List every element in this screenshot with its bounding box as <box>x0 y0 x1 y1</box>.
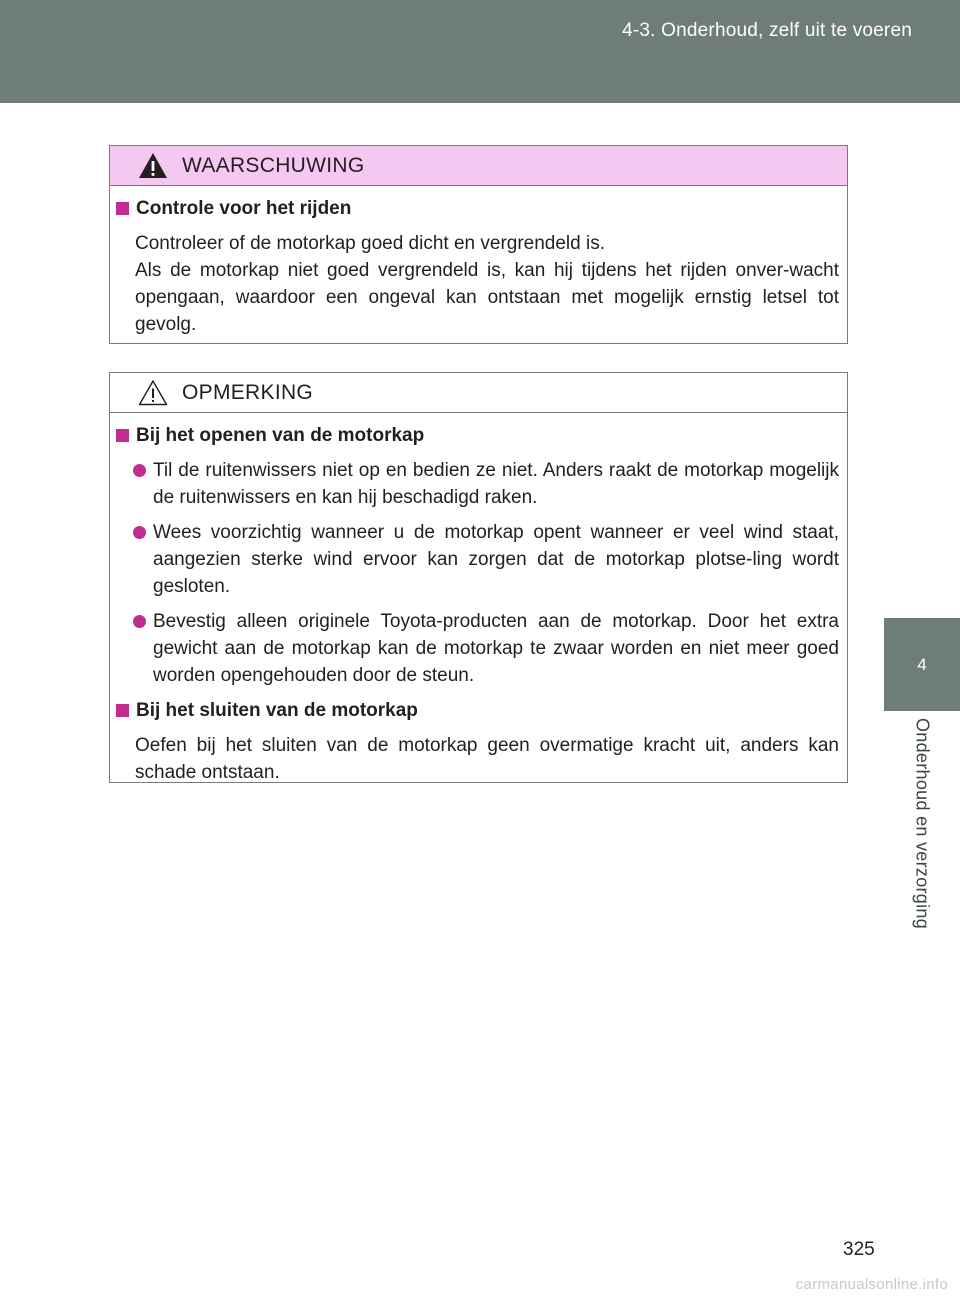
notice-header <box>110 373 847 413</box>
round-bullet-icon <box>133 464 146 477</box>
watermark: carmanualsonline.info <box>795 1276 948 1293</box>
warning-line: Controleer of de motorkap goed dicht en vergrendeld is. <box>135 233 605 254</box>
chapter-tab-label <box>884 718 960 958</box>
warning-header <box>110 146 847 186</box>
warning-title: WAARSCHUWING <box>182 153 365 177</box>
square-bullet-icon <box>116 202 129 215</box>
notice-title: OPMERKING <box>182 380 314 404</box>
notice-bullet <box>153 608 839 689</box>
round-bullet-icon <box>133 615 146 628</box>
warning-body <box>110 186 847 338</box>
notice-body <box>110 413 847 786</box>
notice-bullet <box>153 457 839 511</box>
notice-bullet <box>153 519 839 600</box>
square-bullet-icon <box>116 704 129 717</box>
warning-line: Als de motorkap niet goed vergrendeld is, kan hij tijdens het rijden onver-wacht opengaan, waardoor een ongeval kan ontstaan met mogelijk ernstig letsel tot gevolg. <box>135 260 839 335</box>
chapter-tab-label-text: Onderhoud en verzorging <box>912 718 933 930</box>
notice-section-title <box>116 422 839 449</box>
notice-section-title <box>116 697 839 724</box>
warning-box <box>109 145 848 344</box>
warning-triangle-icon <box>138 152 168 179</box>
notice-bullet-text: Bevestig alleen originele Toyota-producten aan de motorkap. Door het extra gewicht aan de motorkap kan de motorkap te zwaar worden en niet meer goed worden opengehouden door de steun. <box>153 611 839 686</box>
page-header <box>0 0 960 103</box>
warning-section-title <box>116 195 839 222</box>
warning-paragraph <box>135 230 839 338</box>
square-bullet-icon <box>116 429 129 442</box>
warning-section-title-text: Controle voor het rijden <box>136 198 352 219</box>
chapter-tab-number: 4 <box>884 618 960 711</box>
notice-bullet-text: Wees voorzichtig wanneer u de motorkap opent wanneer er veel wind staat, aangezien sterke wind ervoor kan zorgen dat de motorkap plotse-ling wordt gesloten. <box>153 522 839 597</box>
notice-bullet-text: Til de ruitenwissers niet op en bedien ze niet. Anders raakt de motorkap mogelijk de ruitenwissers en kan hij beschadigd raken. <box>153 460 839 508</box>
round-bullet-icon <box>133 526 146 539</box>
notice-section-title-text: Bij het openen van de motorkap <box>136 425 425 446</box>
page-number: 325 <box>843 1239 875 1260</box>
notice-box <box>109 372 848 783</box>
notice-paragraph: Oefen bij het sluiten van de motorkap geen overmatige kracht uit, anders kan schade ontstaan. <box>135 735 839 783</box>
notice-triangle-icon <box>138 379 168 406</box>
chapter-title: 4-3. Onderhoud, zelf uit te voeren <box>622 20 912 41</box>
notice-section-title-text: Bij het sluiten van de motorkap <box>136 700 418 721</box>
